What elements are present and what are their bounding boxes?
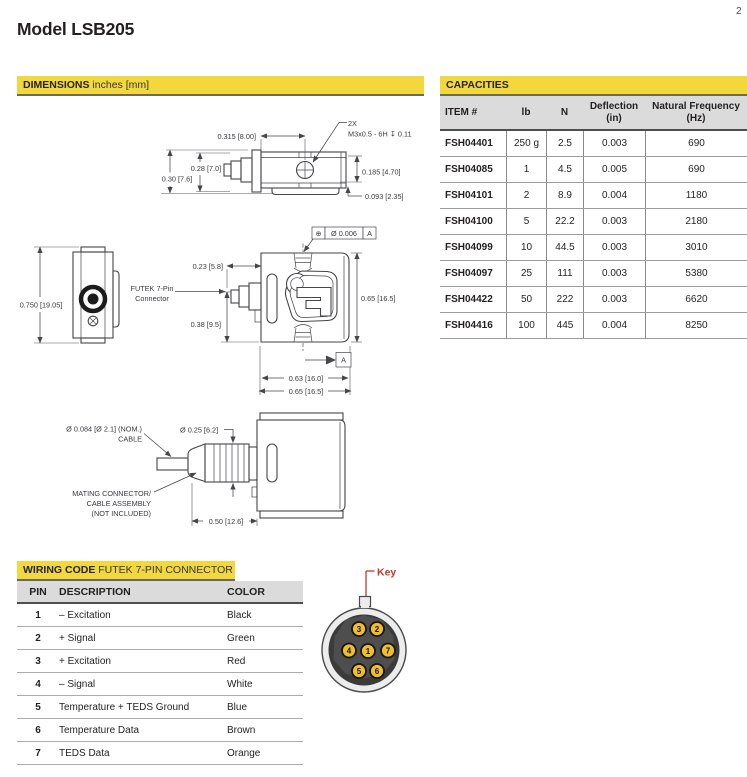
col-header-color: COLOR [227,585,265,598]
page-title: Model LSB205 [17,18,135,39]
position-symbol-icon: ⊕ [315,229,322,238]
mating-connector-barrel [205,444,249,482]
cell-n: 445 [546,313,583,338]
thread-note-line2: M3x0.5 - 6H ↧ 0.11 [348,129,412,139]
cell-item-number: FSH04085 [445,164,493,175]
wiring-row [17,742,303,765]
cell-description: TEDS Data [59,747,110,759]
front-connector-segment [249,283,261,310]
datum-label: A [341,355,346,365]
col-header-lb: lb [521,106,531,118]
pin-1-label: 1 [365,647,371,656]
cell-description: – Signal [59,678,96,690]
pin-3-label: 3 [356,625,362,634]
wiring-table [17,581,303,765]
dim-connector-protrusion: 0.23 [5.8] [192,262,223,271]
dim-body-height: 0.65 [16.5] [361,294,396,303]
col-header-description: DESCRIPTION [59,585,131,598]
cell-pin: 6 [35,724,41,736]
wiring-row [17,627,303,650]
cell-color: Green [227,632,255,644]
capacities-header-title: CAPACITIES [446,79,509,91]
wiring-row [17,604,303,627]
col-header-frequency: Natural Frequency (Hz) [652,100,740,124]
cell-description: + Excitation [59,655,111,667]
key-label: Key [377,566,397,579]
cell-lb: 2 [506,183,546,208]
connector-face-diagram [322,567,406,693]
capacities-row [440,157,747,183]
cell-deflection: 0.003 [583,261,645,286]
top-view-drawing [161,119,412,201]
wiring-header-title: WIRING CODE [23,564,96,576]
cable-view-drawing [66,413,345,526]
cell-pin: 1 [35,609,41,621]
dimensions-section-header [17,76,424,96]
cell-frequency: 5380 [645,261,747,286]
cell-deflection: 0.004 [583,183,645,208]
pin-7-label: 7 [385,646,391,656]
cell-item-number: FSH04422 [445,294,493,305]
cell-pin: 5 [35,701,41,713]
cell-deflection: 0.003 [583,209,645,234]
cell-description: – Excitation [59,609,111,621]
cell-lb: 50 [506,287,546,312]
wiring-row [17,696,303,719]
wiring-row [17,719,303,742]
cell-pin: 3 [35,655,41,667]
cell-lb: 250 g [506,131,546,156]
cell-color: Brown [227,724,256,736]
pin-2-label: 2 [374,625,380,634]
cell-deflection: 0.005 [583,157,645,182]
dim-outer-height: 0.30 [7.6] [161,174,193,184]
capacities-table [440,96,747,339]
dim-connector-length: 0.50 [12.6] [208,517,244,526]
fcf-tolerance: Ø 0.006 [331,229,357,238]
wiring-table-body [17,604,303,765]
cell-description: Temperature + TEDS Ground [59,701,190,713]
cell-frequency: 690 [645,131,747,156]
thread-note-line1: 2X [348,119,357,128]
cell-item-number: FSH04101 [445,190,493,201]
cell-frequency: 690 [645,157,747,182]
capacities-section-header [440,76,747,96]
cell-lb: 5 [506,209,546,234]
cell-n: 44.5 [546,235,583,260]
fcf-datum: A [367,229,372,238]
cell-deflection: 0.003 [583,287,645,312]
cell-frequency: 1180 [645,183,747,208]
pin-5-label: 5 [356,667,362,676]
cell-color: Blue [227,701,248,713]
side-view-drawing [20,247,119,343]
cell-pin: 2 [35,632,41,644]
cell-deflection: 0.003 [583,235,645,260]
cell-n: 8.9 [546,183,583,208]
cell-frequency: 6620 [645,287,747,312]
wiring-header-subtitle: FUTEK 7-PIN CONNECTOR [95,564,233,576]
capacities-table-header [440,96,747,131]
mating-note-line3: (NOT INCLUDED) [91,509,151,518]
cable-note-line1: Ø 0.084 [Ø 2.1] (NOM.) [66,424,142,434]
mating-note-line2: CABLE ASSEMBLY [86,499,151,508]
dim-connector-diameter: Ø 0.25 [6.2] [180,425,219,435]
dim-width-to-hole: 0.315 [8.00] [217,132,256,141]
dim-overall-height: 0.750 [19.05] [19,300,63,310]
cell-lb: 1 [506,157,546,182]
cable [157,458,188,470]
cell-item-number: FSH04099 [445,242,493,253]
cell-n: 4.5 [546,157,583,182]
mating-note-line1: MATING CONNECTOR/ [72,489,151,498]
cell-pin: 7 [35,747,41,759]
capacities-row [440,313,747,339]
cell-deflection: 0.003 [583,131,645,156]
top-connector-segment [241,158,252,182]
connector-callout-line1: FUTEK 7-Pin [130,284,174,293]
dim-hole-offset-top: 0.185 [4.70] [362,167,401,177]
cable-note-line2: CABLE [118,434,142,444]
capacities-row [440,287,747,313]
dim-body-width-outer: 0.65 [16.5] [288,387,324,396]
capacities-table-body [440,131,747,339]
cell-n: 22.2 [546,209,583,234]
cell-n: 2.5 [546,131,583,156]
feature-control-frame [304,227,376,252]
cell-lb: 100 [506,313,546,338]
capacities-row [440,209,747,235]
col-header-item: ITEM # [445,106,478,118]
wiring-table-header [17,581,303,604]
cell-color: Red [227,655,246,667]
wiring-row [17,673,303,696]
capacities-row [440,131,747,157]
cell-frequency: 3010 [645,235,747,260]
capacities-row [440,235,747,261]
cell-description: Temperature Data [59,724,140,736]
cell-color: Black [227,609,252,621]
cell-lb: 10 [506,235,546,260]
cell-frequency: 2180 [645,209,747,234]
dim-connector-height: 0.38 [9.5] [190,320,221,329]
dim-hole-offset-bottom: 0.093 [2.35] [365,192,404,201]
cell-item-number: FSH04401 [445,138,493,149]
cell-description: + Signal [59,632,96,644]
wiring-section-header [17,561,235,581]
cell-item-number: FSH04097 [445,268,493,279]
connector-callout-line2: Connector [135,294,169,303]
cell-deflection: 0.004 [583,313,645,338]
page-number: 2 [736,6,742,17]
dimensions-header-units: inches [mm] [89,79,150,91]
cell-item-number: FSH04100 [445,216,493,227]
cell-frequency: 8250 [645,313,747,338]
cell-color: White [227,678,253,690]
capacities-row [440,261,747,287]
col-header-n: N [560,106,569,118]
dimensions-header-title: DIMENSIONS [23,79,90,91]
cell-n: 222 [546,287,583,312]
cell-item-number: FSH04416 [445,320,493,331]
front-view-drawing [131,227,396,396]
dim-body-width-inner: 0.63 [16.0] [288,374,324,383]
col-header-deflection: Deflection (in) [589,100,639,124]
datum-flag [305,353,351,368]
pin-6-label: 6 [374,667,380,676]
dim-inner-height: 0.28 [7.0] [190,164,222,173]
cell-n: 111 [546,261,583,286]
wiring-row [17,650,303,673]
cell-pin: 4 [35,678,41,690]
cell-lb: 25 [506,261,546,286]
capacities-row [440,183,747,209]
pin-4-label: 4 [346,646,352,656]
cell-color: Orange [227,747,261,759]
col-header-pin: PIN [29,585,47,598]
